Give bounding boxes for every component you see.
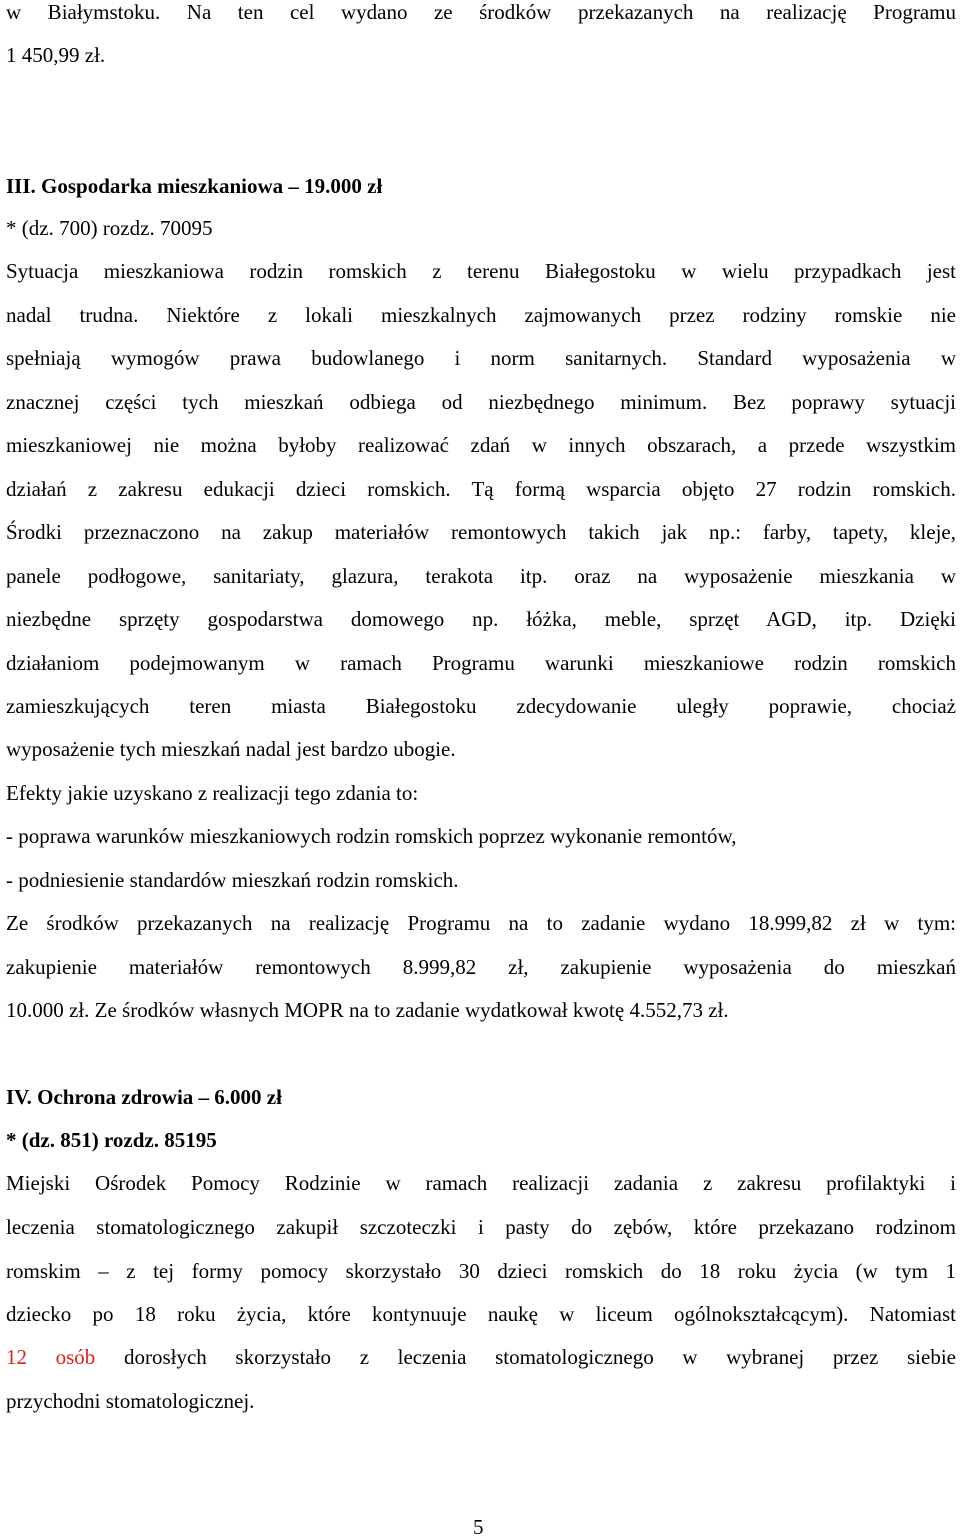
section-4-body-line: dziecko po 18 roku życia, które kontynuuje naukę w liceum ogólnokształcącym). Natomiast (6, 1302, 956, 1326)
section-3-classification: * (dz. 700) rozdz. 70095 (6, 216, 213, 240)
effects-intro: Efekty jakie uzyskano z realizacji tego zdania to: (6, 781, 419, 805)
section-3-body-line: działań z zakresu edukacji dzieci romskich. Tą formą wsparcia objęto 27 rodzin romskich. (6, 477, 956, 501)
intro-line-1: w Białymstoku. Na ten cel wydano ze środków przekazanych na realizację Programu (6, 0, 956, 24)
page-number: 5 (473, 1515, 484, 1539)
section-3-body-line: znacznej części tych mieszkań odbiega od niezbędnego minimum. Bez poprawy sytuacji (6, 390, 956, 414)
effects-list-item: - poprawa warunków mieszkaniowych rodzin romskich poprzez wykonanie remontów, (6, 824, 737, 848)
section-3-body-line: nadal trudna. Niektóre z lokali mieszkalnych zajmowanych przez rodziny romskie nie (6, 303, 956, 327)
section-3-body-line: wyposażenie tych mieszkań nadal jest bardzo ubogie. (6, 737, 456, 761)
intro-line-2: 1 450,99 zł. (6, 43, 106, 67)
section-4-body-line-rest: dorosłych skorzystało z leczenia stomatologicznego w wybranej przez siebie (95, 1345, 956, 1369)
section-4-body-line: Miejski Ośrodek Pomocy Rodzinie w ramach realizacji zadania z zakresu profilaktyki i (6, 1171, 956, 1195)
section-3-body-line: zamieszkujących teren miasta Białegostoku zdecydowanie uległy poprawie, chociaż (6, 694, 956, 718)
section-3-body-line: spełniają wymogów prawa budowlanego i norm sanitarnych. Standard wyposażenia w (6, 346, 956, 370)
effects-list-item: - podniesienie standardów mieszkań rodzin romskich. (6, 868, 459, 892)
section-4-body-line-highlighted (6, 1345, 956, 1369)
section-3-body-line: mieszkaniowej nie można byłoby realizować zdań w innych obszarach, a przede wszystkim (6, 433, 956, 457)
section-3-body-line: działaniom podejmowanym w ramach Programu warunki mieszkaniowe rodzin romskich (6, 651, 956, 675)
section-4-body-line: przychodni stomatologicznej. (6, 1389, 255, 1413)
section-4-body-line: leczenia stomatologicznego zakupił szczoteczki i pasty do zębów, które przekazano rodzinom (6, 1215, 956, 1239)
funding-line: 10.000 zł. Ze środków własnych MOPR na to zadanie wydatkował kwotę 4.552,73 zł. (6, 998, 729, 1022)
section-3-body-line: Środki przeznaczono na zakup materiałów remontowych takich jak np.: farby, tapety, kleje, (6, 520, 956, 544)
section-3-heading: III. Gospodarka mieszkaniowa – 19.000 zł (6, 174, 383, 198)
section-4-body-line: romskim – z tej formy pomocy skorzystało 30 dzieci romskich do 18 roku życia (w tym 1 (6, 1259, 956, 1283)
funding-line: Ze środków przekazanych na realizację Programu na to zadanie wydano 18.999,82 zł w tym: (6, 911, 956, 935)
funding-line: zakupienie materiałów remontowych 8.999,82 zł, zakupienie wyposażenia do mieszkań (6, 955, 956, 979)
section-3-body-line: panele podłogowe, sanitariaty, glazura, terakota itp. oraz na wyposażenie mieszkania w (6, 564, 956, 588)
highlighted-count: 12 osób (6, 1345, 96, 1369)
section-4-classification: * (dz. 851) rozdz. 85195 (6, 1128, 217, 1152)
section-3-body-line: Sytuacja mieszkaniowa rodzin romskich z terenu Białegostoku w wielu przypadkach jest (6, 259, 956, 283)
section-3-body-line: niezbędne sprzęty gospodarstwa domowego np. łóżka, meble, sprzęt AGD, itp. Dzięki (6, 607, 956, 631)
section-4-heading: IV. Ochrona zdrowia – 6.000 zł (6, 1085, 282, 1109)
